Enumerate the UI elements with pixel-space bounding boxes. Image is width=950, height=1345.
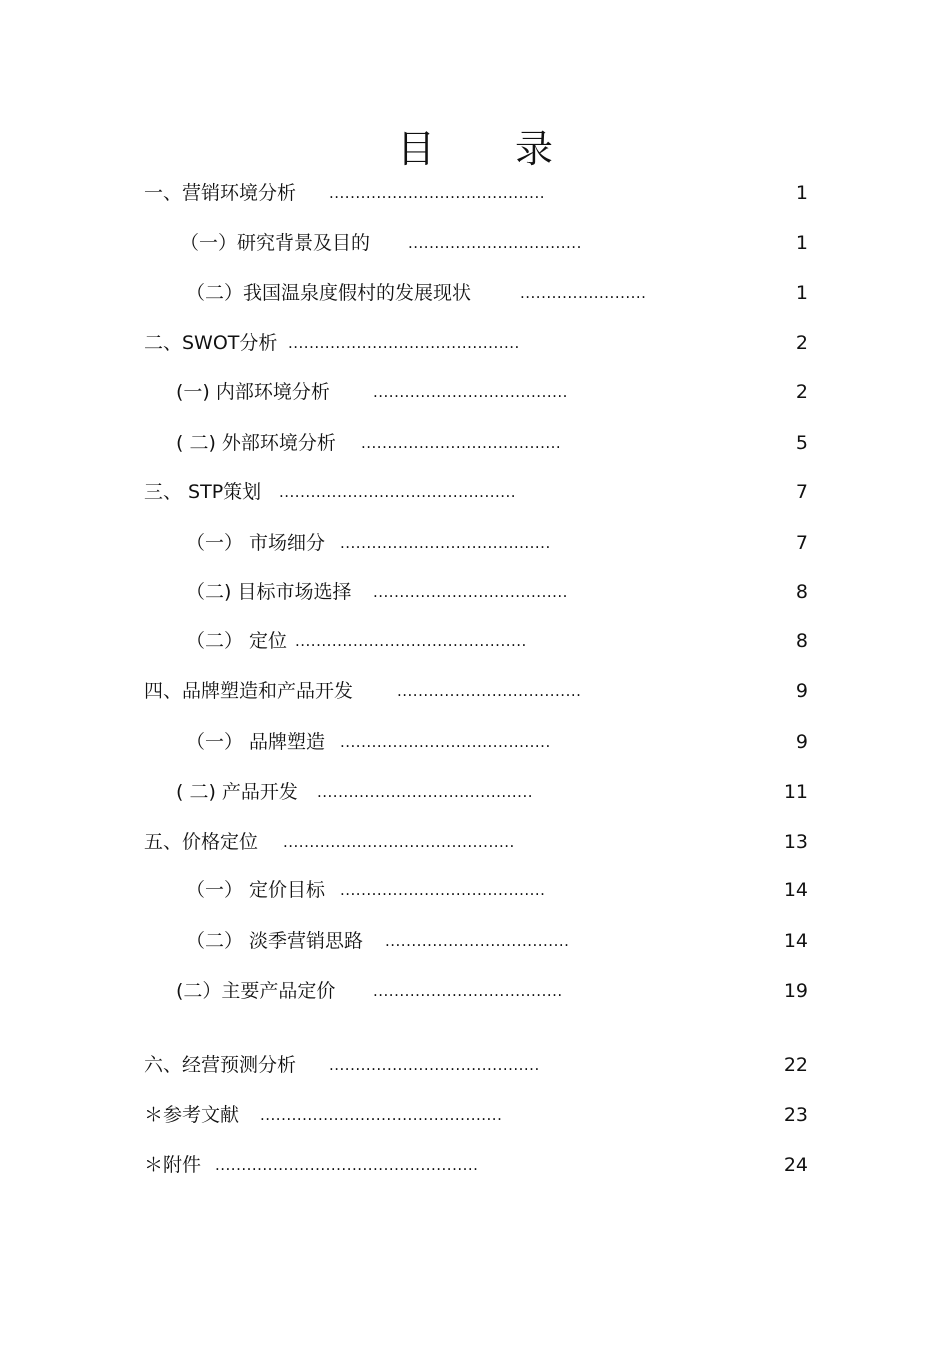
toc-entry-page-number: 8: [795, 581, 808, 603]
toc-entry-page-number: 11: [783, 781, 808, 803]
toc-entry-page-number: 13: [783, 831, 808, 853]
toc-entry-title: （二） 定位: [186, 630, 288, 652]
toc-entry-title: ＊参考文献: [144, 1104, 240, 1126]
toc-entry-leader-dots: ........................: [520, 284, 647, 302]
toc-entry-title: （一） 定价目标: [186, 879, 326, 901]
toc-entry-title: （一） 市场细分: [186, 532, 326, 554]
toc-entry-leader-dots: ............................................: [283, 833, 515, 851]
toc-entry-title: 一、营销环境分析: [144, 182, 297, 204]
toc-entry[interactable]: [0, 875, 950, 905]
toc-entry-page-number: 8: [795, 630, 808, 652]
toc-entry-page-number: 9: [795, 680, 808, 702]
toc-entry-leader-dots: ............................................: [295, 632, 527, 650]
toc-entry-leader-dots: ........................................: [340, 733, 551, 751]
toc-entry[interactable]: [0, 278, 950, 308]
toc-entry-title: 五、价格定位: [144, 831, 259, 853]
toc-entry-page-number: 1: [795, 282, 808, 304]
toc-entry[interactable]: [0, 377, 950, 407]
toc-entry-leader-dots: ............................................: [288, 334, 520, 352]
toc-entry[interactable]: [0, 228, 950, 258]
toc-entry-page-number: 9: [795, 731, 808, 753]
toc-entry-title: 六、经营预测分析: [144, 1054, 297, 1076]
toc-entry[interactable]: [0, 676, 950, 706]
toc-entry-title: （一）研究背景及目的: [180, 232, 371, 254]
toc-entry-page-number: 2: [795, 381, 808, 403]
toc-entry-page-number: 22: [783, 1054, 808, 1076]
toc-entry[interactable]: [0, 428, 950, 458]
toc-entry-title: （二） 淡季营销思路: [186, 930, 364, 952]
toc-entry-page-number: 1: [795, 182, 808, 204]
toc-entry-page-number: 7: [795, 481, 808, 503]
toc-entry-leader-dots: ..................................................: [215, 1156, 479, 1174]
toc-entry-title: （一） 品牌塑造: [186, 731, 326, 753]
toc-entry[interactable]: [0, 727, 950, 757]
toc-entry-leader-dots: .....................................: [373, 383, 568, 401]
toc-entry[interactable]: [0, 1100, 950, 1130]
toc-entry-title: ( 二) 产品开发: [176, 781, 298, 803]
toc-entry-page-number: 2: [795, 332, 808, 354]
toc-entry-leader-dots: .........................................: [317, 783, 533, 801]
toc-entry-title: (一) 内部环境分析: [176, 381, 330, 403]
toc-entry[interactable]: [0, 926, 950, 956]
toc-entry[interactable]: [0, 328, 950, 358]
toc-entry[interactable]: [0, 577, 950, 607]
toc-entry-page-number: 19: [783, 980, 808, 1002]
toc-entry-leader-dots: .............................................: [279, 483, 517, 501]
toc-entry-leader-dots: ........................................: [329, 1056, 540, 1074]
toc-entry-leader-dots: ........................................: [340, 534, 551, 552]
toc-entry-title: ＊附件: [144, 1154, 202, 1176]
page-title: 目 录: [396, 127, 588, 171]
toc-entry-leader-dots: .................................: [408, 234, 582, 252]
toc-entry[interactable]: [0, 827, 950, 857]
toc-entry-leader-dots: .........................................: [329, 184, 545, 202]
toc-entry-title: （二）我国温泉度假村的发展现状: [186, 282, 472, 304]
toc-entry-page-number: 14: [783, 930, 808, 952]
toc-entry-leader-dots: .......................................: [340, 881, 546, 899]
toc-entry-title: （二) 目标市场选择: [186, 581, 352, 603]
toc-entry[interactable]: [0, 1150, 950, 1180]
toc-entry-title: 二、SWOT分析: [144, 332, 278, 354]
toc-entry-title: ( 二) 外部环境分析: [176, 432, 336, 454]
toc-entry-leader-dots: ..............................................: [260, 1106, 503, 1124]
toc-entry-page-number: 14: [783, 879, 808, 901]
toc-entry[interactable]: [0, 777, 950, 807]
toc-entry-page-number: 5: [795, 432, 808, 454]
toc-entry-title: 四、品牌塑造和产品开发: [144, 680, 354, 702]
toc-entry[interactable]: [0, 626, 950, 656]
toc-entry-leader-dots: ...................................: [397, 682, 582, 700]
toc-entry-title: 三、 STP策划: [144, 481, 262, 503]
toc-entry[interactable]: [0, 477, 950, 507]
toc-entry-leader-dots: ......................................: [361, 434, 562, 452]
toc-entry-page-number: 24: [783, 1154, 808, 1176]
toc-entry-page-number: 23: [783, 1104, 808, 1126]
toc-entry-page-number: 7: [795, 532, 808, 554]
toc-entry-leader-dots: ...................................: [385, 932, 570, 950]
toc-entry-page-number: 1: [795, 232, 808, 254]
toc-entry[interactable]: [0, 528, 950, 558]
toc-entry[interactable]: [0, 178, 950, 208]
toc-entry-leader-dots: ....................................: [373, 982, 563, 1000]
toc-entry[interactable]: [0, 1050, 950, 1080]
toc-entry-title: (二）主要产品定价: [176, 980, 336, 1002]
toc-entry[interactable]: [0, 976, 950, 1006]
toc-entry-leader-dots: .....................................: [373, 583, 568, 601]
